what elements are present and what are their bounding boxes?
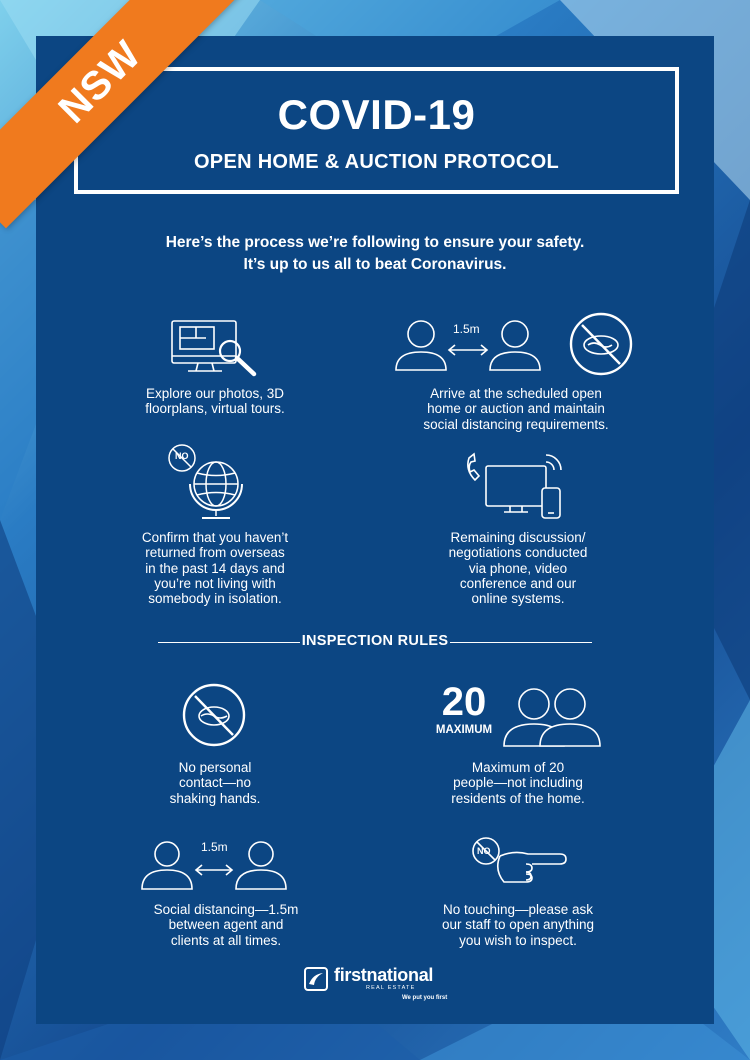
section-divider-left <box>158 642 300 643</box>
social-distance-no-handshake-icon <box>393 312 643 374</box>
intro-line-2: It’s up to us all to beat Coronavirus. <box>243 256 507 273</box>
intro-line-1: Here’s the process we’re following to ensure your safety. <box>165 234 585 251</box>
logo-tagline: We put you first <box>402 995 448 1001</box>
section-title: INSPECTION RULES <box>301 633 449 649</box>
no-badge-globe: NO <box>175 451 189 461</box>
process-caption-3: Confirm that you haven’t returned from overseas in the past 14 days and you’re not living with somebody in isolation. <box>141 530 289 607</box>
logo-sub: REAL ESTATE <box>366 985 416 991</box>
first-national-logo <box>304 965 454 1005</box>
distance-label-bottom: 1.5m <box>201 840 228 854</box>
computer-magnifier-icon <box>168 318 263 380</box>
rule-caption-1: No personal contact—no shaking hands. <box>169 760 261 806</box>
no-touching-icon <box>470 836 566 892</box>
process-caption-4: Remaining discussion/ negotiations conducted via phone, video conference and our online systems. <box>448 530 588 607</box>
rule-caption-2: Maximum of 20 people—not including residents of the home. <box>451 760 585 806</box>
ribbon-label: NSW <box>50 32 150 132</box>
distance-label-top: 1.5m <box>453 322 480 336</box>
title-box <box>74 67 679 194</box>
logo-brand: firstnational <box>334 965 434 985</box>
max-people-icon <box>500 684 604 750</box>
page-subtitle: OPEN HOME & AUCTION PROTOCOL <box>193 151 560 173</box>
phone-monitor-mobile-icon <box>466 450 566 520</box>
intro-text <box>100 232 650 276</box>
rule-caption-3: Social distancing—1.5m between agent and clients at all times. <box>153 902 299 948</box>
rule-caption-4: No touching—please ask our staff to open anything you wish to inspect. <box>441 902 595 948</box>
max-number-label: MAXIMUM <box>435 724 493 736</box>
process-caption-1: Explore our photos, 3D floorplans, virtual tours. <box>145 386 285 417</box>
page-title: COVID-19 <box>277 91 476 138</box>
max-number: 20 <box>441 680 487 724</box>
section-divider-right <box>450 642 592 643</box>
no-badge-touch: NO <box>477 846 491 856</box>
process-caption-2: Arrive at the scheduled open home or auction and maintain social distancing requirements. <box>423 386 609 432</box>
no-handshake-icon <box>181 682 247 748</box>
logo-mark-icon <box>304 967 328 991</box>
